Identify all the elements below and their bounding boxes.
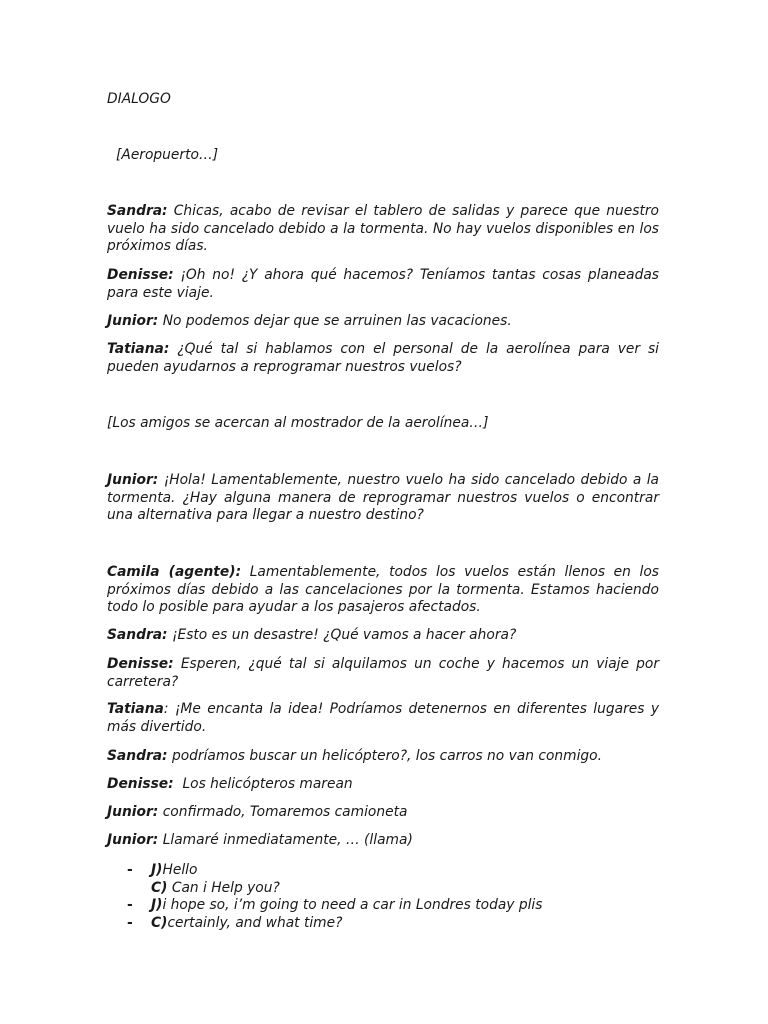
dialogue-text: ¡Hola! Lamentablemente, nuestro vuelo ha sido cancelado debido a la tormenta. ¿Hay alguna manera de reprogramar nuestros vuelos o encontrar una alternativa para llegar a nuestro destino? (107, 472, 659, 523)
dialogue-line (107, 832, 659, 850)
dialogue-text: i hope so, i’m going to need a car in Londres today plis (162, 897, 543, 913)
speaker-name: J) (151, 897, 163, 913)
speaker-name: J) (151, 862, 163, 878)
list-item (127, 915, 659, 933)
speaker-name: C) (151, 914, 168, 931)
speaker-name: Tatiana (107, 701, 164, 717)
speaker-name: Junior: (107, 832, 159, 848)
speaker-name: Tatiana: (107, 341, 170, 357)
dialogue-text: Los helicópteros marean (173, 776, 353, 792)
speaker-name: Denisse: (107, 656, 174, 672)
dialogue-text: ¡Esto es un desastre! ¿Qué vamos a hacer ahora? (167, 627, 517, 643)
list-item (127, 862, 659, 880)
dialogue-line (107, 701, 659, 736)
speaker-name: Junior: (107, 313, 159, 329)
dialogue-line (107, 564, 659, 617)
speaker-name: Junior: (107, 804, 159, 820)
speaker-name: Sandra: (107, 203, 168, 219)
dialogue-text: : ¡Me encanta la idea! Podríamos detenernos en diferentes lugares y más divertido. (107, 701, 659, 735)
dialogue-text: podríamos buscar un helicóptero?, los carros no van conmigo. (167, 748, 602, 764)
speaker-name: Denisse: (107, 267, 174, 283)
dialogue-line (107, 472, 659, 525)
bullet-dash: - (127, 897, 133, 913)
speaker-name: Denisse: (107, 776, 174, 792)
dialogue-text: Chicas, acabo de revisar el tablero de salidas y parece que nuestro vuelo ha sido cancelado debido a la tormenta. No hay vuelos disponibles en los próximos días. (107, 203, 659, 254)
dialogue-text: Hello (162, 862, 198, 878)
list-item (127, 880, 659, 898)
dialogue-line (107, 267, 659, 302)
phone-call-list (127, 862, 659, 932)
speaker-name: Sandra: (107, 748, 168, 764)
dialogue-text: ¿Qué tal si hablamos con el personal de la aerolínea para ver si pueden ayudarnos a reprogramar nuestros vuelos? (107, 341, 659, 375)
speaker-name: Camila (agente): (107, 564, 242, 580)
list-item (127, 897, 659, 915)
speaker-name: Junior: (107, 472, 159, 488)
dialogue-line (107, 627, 659, 645)
dialogue-text: Esperen, ¿qué tal si alquilamos un coche y hacemos un viaje por carretera? (107, 656, 659, 690)
dialogue-line (107, 656, 659, 691)
dialogue-line (107, 748, 659, 766)
dialogue-line (107, 804, 659, 822)
bullet-dash: - (127, 914, 133, 931)
dialogue-line (107, 341, 659, 376)
dialogue-text: certainly, and what time? (167, 914, 343, 931)
dialogue-text: No podemos dejar que se arruinen las vacaciones. (158, 313, 512, 329)
dialogue-line (107, 313, 659, 331)
speaker-name: Sandra: (107, 627, 168, 643)
dialogue-line (107, 203, 659, 256)
dialogue-text: Can i Help you? (167, 879, 280, 896)
speaker-name: C) (151, 879, 168, 896)
dialogue-text: confirmado, Tomaremos camioneta (158, 804, 408, 820)
bullet-dash: - (127, 862, 133, 878)
dialogue-text: ¡Oh no! ¿Y ahora qué hacemos? Teníamos tantas cosas planeadas para este viaje. (107, 267, 659, 301)
stage-direction-counter: [Los amigos se acercan al mostrador de la aerolínea…] (107, 415, 489, 431)
document-title: DIALOGO (107, 91, 171, 107)
dialogue-text: Llamaré inmediatamente, … (llama) (158, 832, 413, 848)
stage-direction-airport: [Aeropuerto…] (116, 147, 219, 163)
dialogue-line (107, 776, 659, 794)
dialogue-text: Lamentablemente, todos los vuelos están llenos en los próximos días debido a las cancelaciones por la tormenta. Estamos haciendo todo lo posible para ayudar a los pasajeros afectados. (107, 564, 659, 615)
